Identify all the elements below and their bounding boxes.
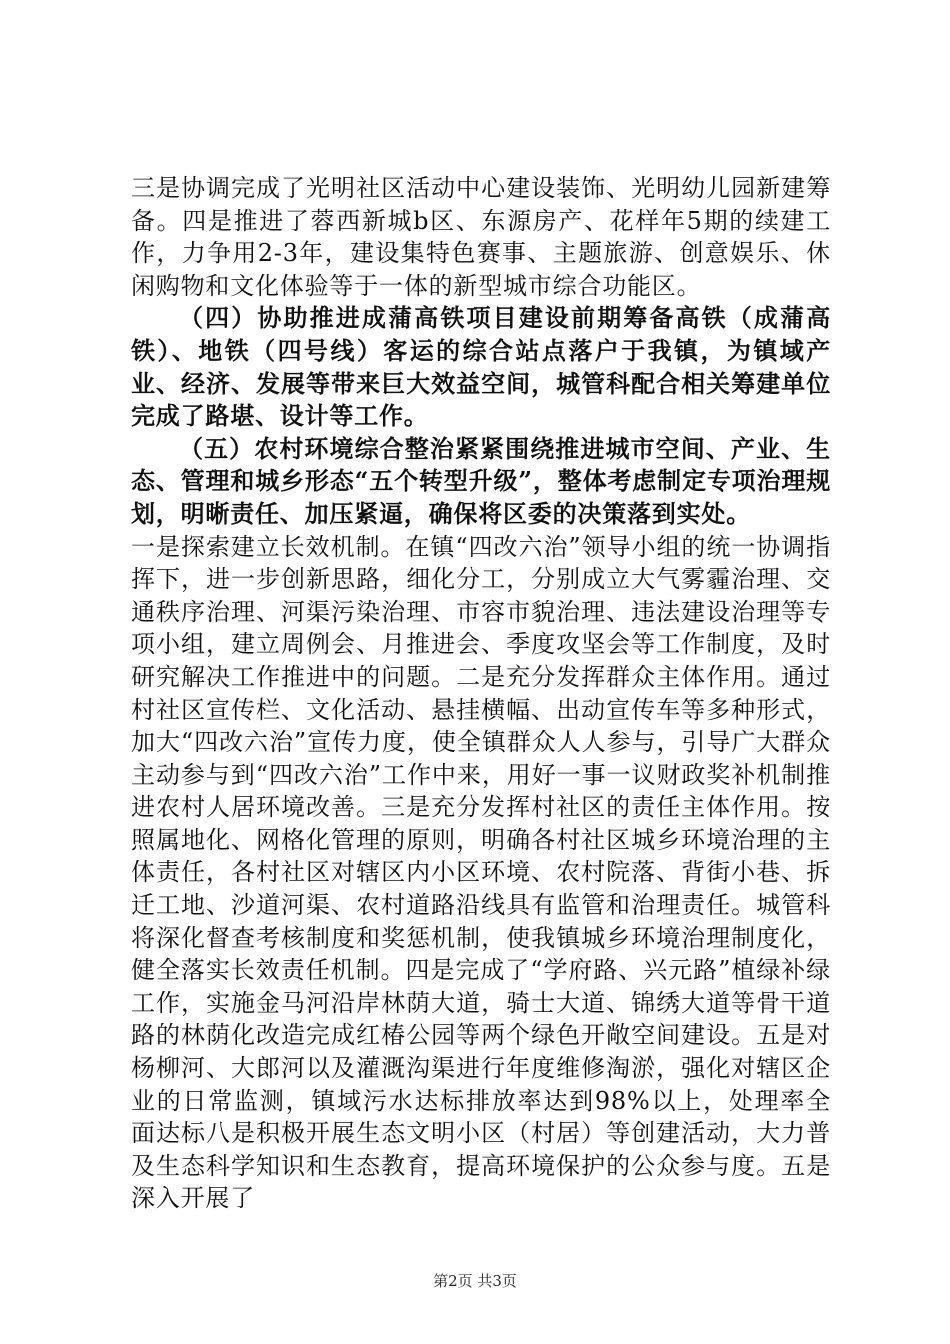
document-body xyxy=(131,172,831,1215)
paragraph-section-five: （五）农村环境综合整治紧紧围绕推进城市空间、产业、生态、管理和城乡形态“五个转型升级”，整体考虑制定专项治理规划，明晰责任、加压紧逼，确保将区委的决策落到实处。 xyxy=(131,433,831,528)
paragraph-continuation: 三是协调完成了光明社区活动中心建设装饰、光明幼儿园新建筹备。四是推进了蓉西新城b区、东源房产、花样年5期的续建工作，力争用2-3年，建设集特色赛事、主题旅游、创意娱乐、休闲购物和文化体验等于一体的新型城市综合功能区。 xyxy=(131,174,831,300)
page-number-label: 第2页 共3页 xyxy=(433,1272,517,1290)
paragraph-section-four: （四）协助推进成蒲高铁项目建设前期筹备高铁（成蒲高铁）、地铁（四号线）客运的综合站点落户于我镇，为镇域产业、经济、发展等带来巨大效益空间，城管科配合相关筹建单位完成了路堪、设计等工作。 xyxy=(131,303,831,431)
page-footer xyxy=(0,1270,950,1291)
paragraph-section-five-details: 一是探索建立长效机制。在镇“四改六治”领导小组的统一协调指挥下，进一步创新思路，细化分工，分别成立大气雾霾治理、交通秩序治理、河渠污染治理、市容市貌治理、违法建设治理等专项小组，建立周例会、月推进会、季度攻坚会等工作制度，及时研究解决工作推进中的问题。二是充分发挥群众主体作用。通过村社区宣传栏、文化活动、悬挂横幅、出动宣传车等多种形式，加大“四改六治”宣传力度，使全镇群众人人参与，引导广大群众主动参与到“四改六治”工作中来，用好一事一议财政奖补机制推进农村人居环境改善。三是充分发挥村社区的责任主体作用。按照属地化、网格化管理的原则，明确各村社区城乡环境治理的主体责任，各村社区对辖区内小区环境、农村院落、背街小巷、拆迁工地、沙道河渠、农村道路沿线具有监管和治理责任。城管科将深化督查考核制度和奖惩机制，使我镇城乡环境治理制度化，健全落实长效责任机制。四是完成了“学府路、兴元路”植绿补绿工作，实施金马河沿岸林荫大道，骑士大道、锦绣大道等骨干道路的林荫化改造完成红椿公园等两个绿色开敞空间建设。五是对杨柳河、大郎河以及灌溉沟渠进行年度维修淘淤，强化对辖区企业的日常监测，镇域污水达标排放率达到98%以上，处理率全面达标八是积极开展生态文明小区（村居）等创建活动，大力普及生态科学知识和生态教育，提高环境保护的公众参与度。五是深入开展了 xyxy=(131,532,831,1213)
